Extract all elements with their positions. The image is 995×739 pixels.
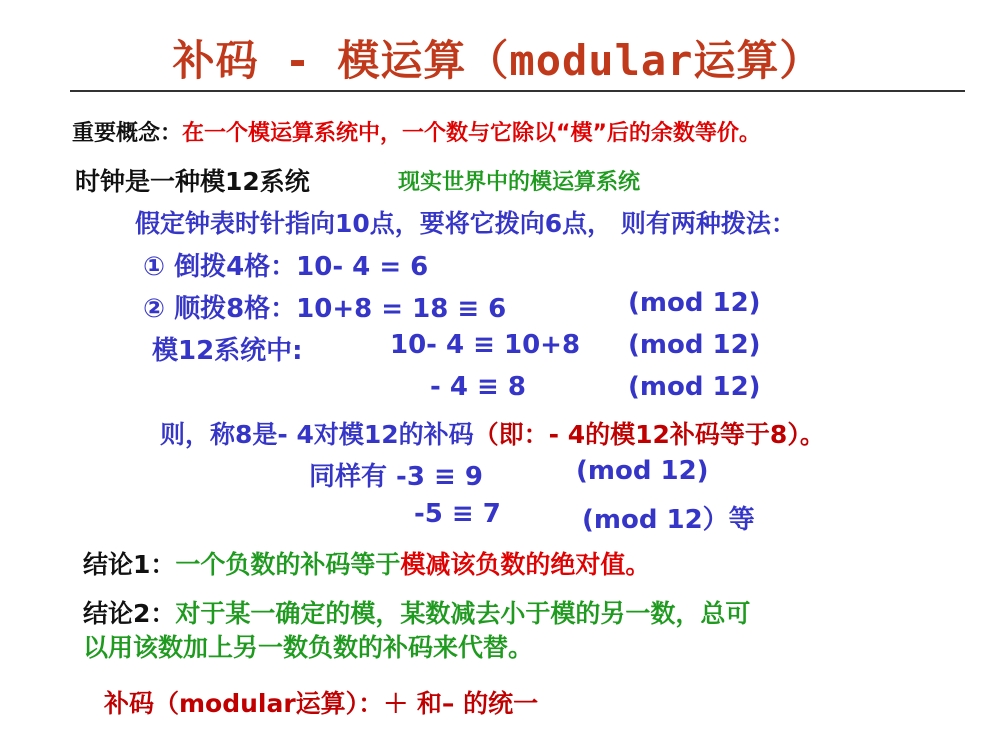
method-1: ① 倒拨4格：10- 4 = 6 <box>143 252 429 282</box>
concept-label: 重要概念： <box>72 121 183 146</box>
conclusion-2-label: 结论2： <box>83 599 176 628</box>
complement-statement-note: （即：- 4的模12补码等于8）。 <box>473 420 825 449</box>
equation-2: - 4 ≡ 8 <box>430 372 526 402</box>
conclusion-1-red: 模减该负数的绝对值。 <box>400 550 651 579</box>
mod12-label: 模12系统中: <box>152 336 303 366</box>
title-divider <box>70 90 965 92</box>
clock-label: 时钟是一种模12系统 <box>75 167 310 196</box>
concept-text: 在一个模运算系统中，一个数与它除以“模”后的余数等价。 <box>182 121 761 146</box>
same-example-1: 同样有 -3 ≡ 9 <box>309 462 483 492</box>
concept-line <box>72 116 761 147</box>
same-example-2-mod: (mod 12）等 <box>582 505 755 535</box>
complement-statement <box>160 415 825 451</box>
equation-2-mod: (mod 12) <box>628 372 761 402</box>
same-example-1-mod: (mod 12) <box>576 456 709 486</box>
method-2: ② 顺拨8格：10+8 = 18 ≡ 6 <box>143 294 507 324</box>
clock-intro: 假定钟表时针指向10点，要将它拨向6点， 则有两种拨法： <box>135 209 796 238</box>
same-example-2: -5 ≡ 7 <box>414 499 501 529</box>
complement-statement-main: 则，称8是- 4对模12的补码 <box>160 420 474 449</box>
conclusion-1 <box>83 545 650 581</box>
page-title: 补码 - 模运算（modular运算） <box>172 36 823 85</box>
equation-1-mod: (mod 12) <box>628 330 761 360</box>
method-2-mod: (mod 12) <box>628 288 761 318</box>
conclusion-1-green: 一个负数的补码等于 <box>175 550 401 579</box>
footer-summary: 补码（modular运算）：＋ 和– 的统一 <box>104 689 539 718</box>
clock-subtitle: 现实世界中的模运算系统 <box>398 170 641 195</box>
equation-1: 10- 4 ≡ 10+8 <box>390 330 581 360</box>
conclusion-1-label: 结论1： <box>83 550 176 579</box>
conclusion-2-line-2: 以用该数加上另一数负数的补码来代替。 <box>83 633 534 662</box>
conclusion-2-text-1: 对于某一确定的模，某数减去小于模的另一数，总可 <box>175 599 751 628</box>
conclusion-2-line-1 <box>83 594 750 630</box>
